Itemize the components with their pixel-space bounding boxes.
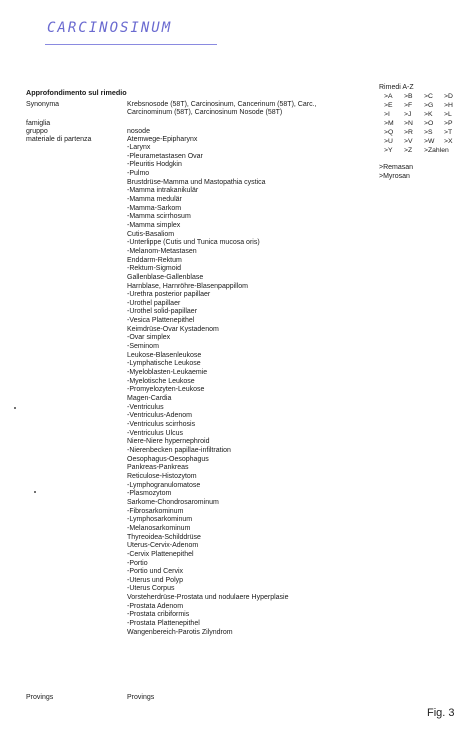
material-item: -Pulmo [127, 169, 150, 177]
material-item: -Cervix Plattenepithel [127, 550, 194, 558]
material-item: -Lymphatische Leukose [127, 360, 201, 368]
label-gruppo: gruppo [26, 128, 48, 135]
material-item: Vorsteherdrüse-Prostata und nodulaere Hyperplasie [127, 594, 289, 602]
gruppo-value: nosode [127, 128, 150, 135]
material-item: -Ventriculus scirrhosis [127, 421, 196, 428]
material-item: Niere-Niere hypernephroid [127, 438, 210, 446]
index-extra-link[interactable]: >Remasan [379, 164, 414, 171]
material-item: -Nierenbecken papillae-infiltration [127, 446, 231, 454]
label-provings: Provings [26, 694, 54, 701]
index-letter-link[interactable]: >A [384, 93, 393, 100]
index-extra-link[interactable]: >Myrosan [379, 173, 410, 180]
material-item: -Urethra posterior papillaer [127, 291, 211, 299]
material-item: Pankreas-Pankreas [127, 464, 189, 472]
material-item: Sarkome-Chondrosarominum [127, 498, 219, 506]
material-item: Harnblase, Harnröhre-Blasenpappillom [127, 282, 249, 290]
material-item: Wangenbereich-Parotis Zilyndrom [127, 628, 233, 636]
index-letter-link[interactable]: >G [424, 102, 434, 109]
material-item: -Larynx [127, 144, 151, 151]
material-item: -Pleurametastasen Ovar [127, 152, 203, 160]
index-letter-link[interactable]: >T [444, 129, 453, 136]
material-item: -Ventriculus Ulcus [127, 429, 184, 437]
synonyma-line: Carcinominum (58T), Carcinosinum Nosode (58T) [127, 109, 283, 116]
material-item: Gallenblase-Gallenblase [127, 273, 204, 281]
remedy-index [379, 84, 464, 181]
index-letter-link[interactable]: >F [404, 102, 413, 109]
index-letter-link[interactable]: >O [424, 120, 434, 127]
synonyma-value [127, 101, 316, 117]
material-item: -Mamma medulär [127, 195, 182, 203]
index-letter-link[interactable]: >W [424, 138, 435, 145]
material-item: -Myeloblasten-Leukaemie [127, 369, 208, 377]
material-item: -Plasmozytom [127, 490, 172, 498]
letter-grid [384, 93, 464, 155]
material-item: -Prostata cribiformis [127, 611, 190, 619]
material-item: -Mamma simplex [127, 221, 181, 229]
index-letter-link[interactable]: >B [404, 93, 413, 100]
material-item: -Fibrosarkominum [127, 507, 184, 515]
index-letter-link[interactable]: >K [424, 111, 433, 118]
index-letter-link[interactable]: >E [384, 102, 393, 109]
handwritten-title: CARCINOSINUM [47, 20, 173, 36]
material-item: -Myelotische Leukose [127, 377, 195, 385]
scan-speck [34, 491, 36, 493]
index-letter-link[interactable]: >C [424, 93, 433, 100]
index-letter-link[interactable]: >D [444, 93, 453, 100]
materials-list [127, 144, 289, 637]
index-title: Rimedi A-Z [379, 84, 414, 91]
scan-speck [14, 407, 16, 409]
material-item: Cutis-Basaliom [127, 230, 175, 238]
materiale-first: Atemwege-Epipharynx [127, 136, 198, 143]
material-item: -Mamma-Sarkom [127, 204, 182, 212]
title-underline [45, 44, 217, 45]
material-item: Magen-Cardia [127, 395, 172, 403]
extra-links [379, 163, 464, 181]
label-materiale: materiale di partenza [26, 136, 92, 143]
material-item: -Ventriculus [127, 403, 164, 411]
index-letter-link[interactable]: >I [384, 111, 390, 118]
index-letter-link[interactable]: >V [404, 138, 413, 145]
material-item: -Pleuritis Hodgkin [127, 161, 182, 169]
material-item: -Vesica Plattenepithel [127, 317, 195, 325]
material-item: Leukose-Blasenleukose [127, 351, 202, 359]
material-item: Oesophagus-Oesophagus [127, 455, 209, 463]
material-item: -Lymphogranulomatose [127, 481, 201, 489]
material-item: -Ovar simplex [127, 334, 171, 342]
material-item: -Lymphosarkominum [127, 516, 193, 524]
material-item: -Unterlippe (Cutis und Tunica mucosa oris) [127, 239, 260, 247]
material-item: -Rektum-Sigmoid [127, 265, 182, 273]
index-letter-link[interactable]: >H [444, 102, 453, 109]
material-item: -Seminom [127, 343, 159, 351]
material-item: -Mamma intrakanikulär [127, 187, 199, 195]
material-item: -Promyelozyten-Leukose [127, 386, 205, 394]
provings-value: Provings [127, 694, 155, 701]
material-item: Reticulose-Histozytom [127, 472, 197, 480]
figure-label: Fig. 3 [427, 707, 455, 719]
index-letter-link[interactable]: >Q [384, 129, 394, 136]
material-item: -Prostata Plattenepithel [127, 620, 200, 628]
index-letter-link[interactable]: >X [444, 138, 453, 145]
label-famiglia: famiglia [26, 120, 51, 127]
material-item: -Prostata Adenom [127, 602, 184, 610]
material-item: Enddarm-Rektum [127, 256, 182, 264]
material-item: -Portio und Cervix [127, 568, 184, 576]
material-item: -Urothel solid-papillaer [127, 308, 198, 316]
index-letter-link [444, 147, 464, 155]
index-letter-link[interactable]: >M [384, 120, 394, 127]
material-item: -Uterus Corpus [127, 585, 175, 593]
material-item: -Uterus und Polyp [127, 576, 184, 584]
index-letter-link[interactable]: >P [444, 120, 453, 127]
material-item: Thyreoidea-Schilddrüse [127, 533, 201, 541]
material-item: -Melanom-Metastasen [127, 247, 197, 255]
index-letter-link[interactable]: >R [404, 129, 413, 136]
material-item: -Urothel papillaer [127, 299, 181, 307]
index-letter-link[interactable]: >L [444, 111, 452, 118]
index-letter-link[interactable]: >Z [404, 147, 413, 154]
index-letter-link[interactable]: >Zahlen [424, 147, 449, 154]
material-item: Keimdrüse-Ovar Kystadenom [127, 325, 219, 333]
index-letter-link[interactable]: >Y [384, 147, 393, 154]
label-synonyma: Synonyma [26, 101, 60, 108]
index-letter-link[interactable]: >S [424, 129, 433, 136]
material-item: -Mamma scirrhosum [127, 213, 191, 221]
material-item: -Melanosarkominum [127, 524, 191, 532]
synonyma-line: Krebsnosode (58T), Carcinosinum, Cancerinum (58T), Carc., [127, 101, 317, 108]
index-letter-link[interactable]: >N [404, 120, 413, 127]
material-item: Brustdrüse-Mamma und Mastopathia cystica [127, 178, 266, 186]
material-item: -Portio [127, 559, 148, 567]
material-item: Uterus-Cervix-Adenom [127, 542, 199, 550]
material-item: -Ventriculus-Adenom [127, 412, 192, 420]
index-letter-link[interactable]: >J [404, 111, 412, 118]
index-letter-link[interactable]: >U [384, 138, 393, 145]
section-header: Approfondimento sul rimedio [26, 88, 127, 97]
